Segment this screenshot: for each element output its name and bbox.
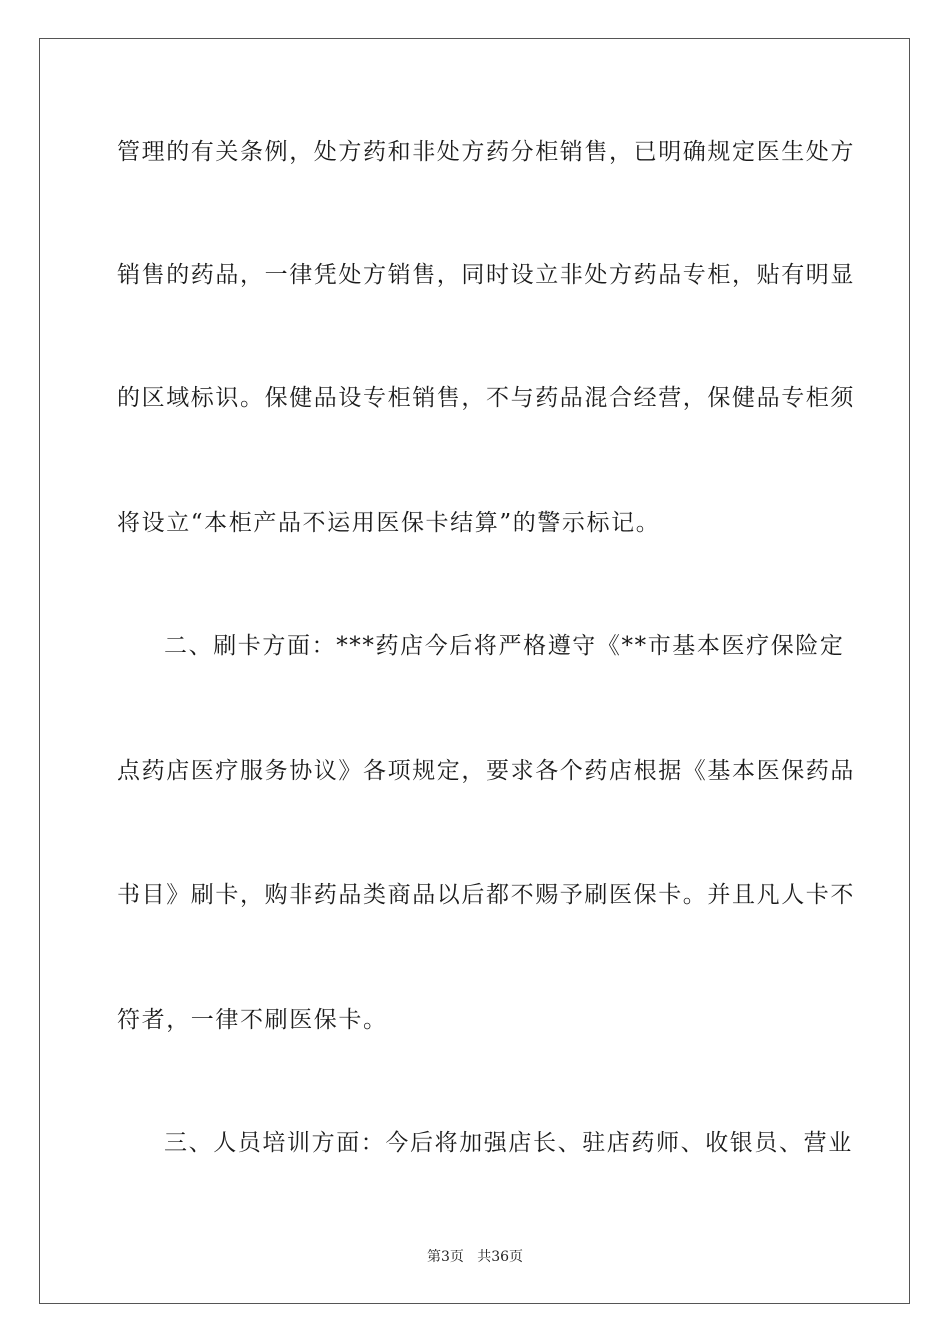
text-line-6: 点药店医疗服务协议》各项规定，要求各个药店根据《基本医保药品 [117, 758, 855, 784]
page-number-footer: 第3页 共36页 [426, 1249, 524, 1265]
text-line-4: 将设立“本柜产品不运用医保卡结算”的警示标记。 [117, 510, 661, 536]
text-line-8: 符者，一律不刷医保卡。 [117, 1007, 388, 1033]
section-three-heading-line: 三、人员培训方面：今后将加强店长、驻店药师、收银员、营业 [164, 1130, 853, 1156]
text-line-1: 管理的有关条例，处方药和非处方药分柜销售，已明确规定医生处方 [117, 139, 855, 165]
text-line-7: 书目》刷卡，购非药品类商品以后都不赐予刷医保卡。并且凡人卡不 [117, 882, 855, 908]
text-line-2: 销售的药品，一律凭处方销售，同时设立非处方药品专柜，贴有明显 [117, 262, 855, 288]
page-border [39, 38, 910, 1304]
section-two-heading-line: 二、刷卡方面：***药店今后将严格遵守《**市基本医疗保险定 [164, 633, 845, 659]
text-line-3: 的区域标识。保健品设专柜销售，不与药品混合经营，保健品专柜须 [117, 385, 855, 411]
